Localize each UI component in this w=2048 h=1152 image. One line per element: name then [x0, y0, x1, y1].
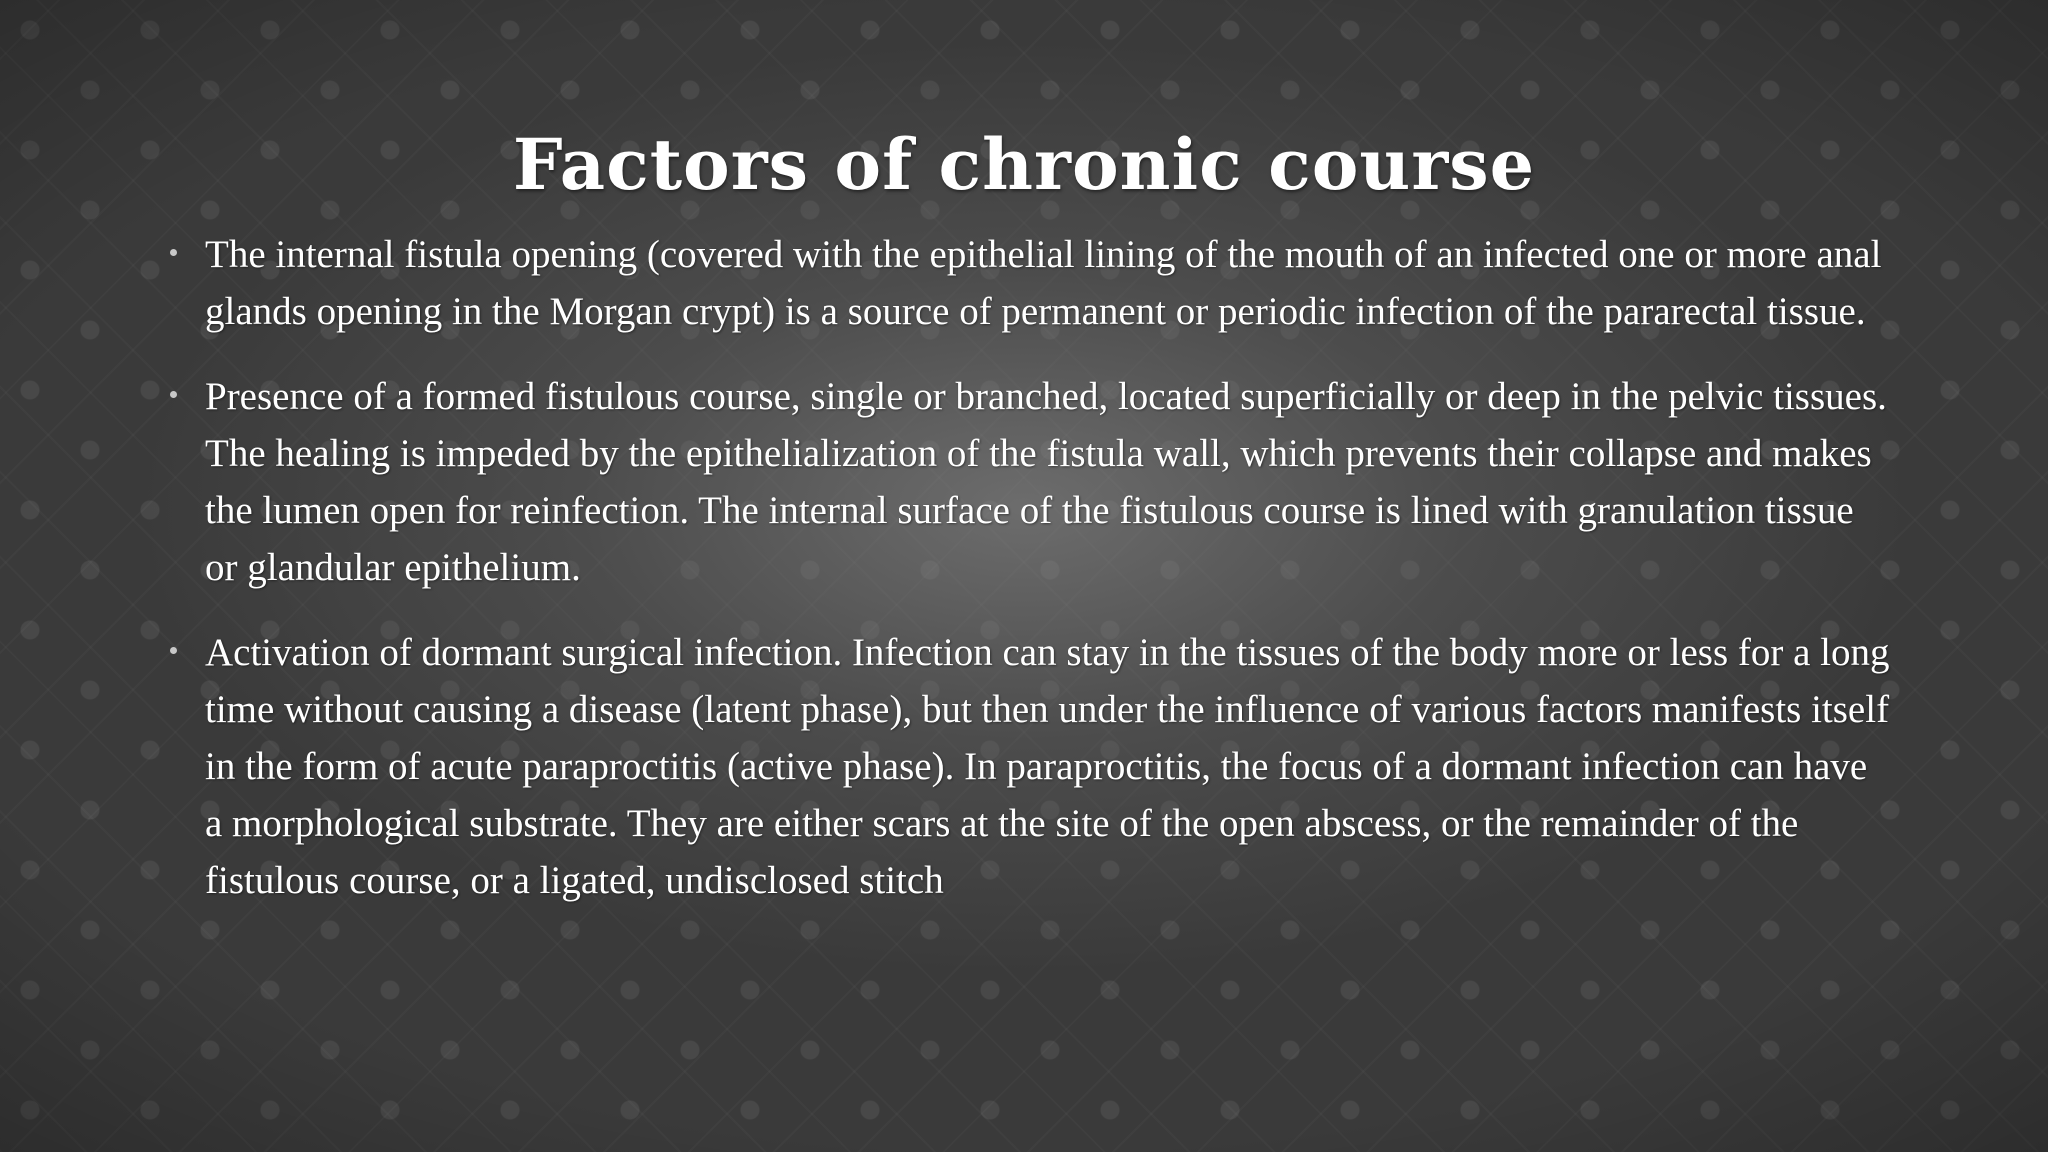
bullet-list [170, 226, 1890, 937]
bullet-item-1 [170, 226, 1890, 340]
slide-title: Factors of chronic course [512, 123, 1536, 206]
bullet-dot-icon [170, 647, 177, 654]
bullet-item-3 [170, 624, 1890, 909]
bullet-text: The internal fistula opening (covered with the epithelial lining of the mouth of an infected one or more anal glands opening in the Morgan crypt) is a source of permanent or periodic infection of the pararectal tissue. [205, 233, 1882, 333]
bullet-text: Presence of a formed fistulous course, single or branched, located superficially or deep in the pelvic tissues. The healing is impeded by the epithelialization of the fistula wall, which prevents their collapse and makes the lumen open for reinfection. The internal surface of the fistulous course is lined with granulation tissue or glandular epithelium. [205, 375, 1887, 589]
bullet-dot-icon [170, 391, 177, 398]
bullet-dot-icon [170, 249, 177, 256]
bullet-text: Activation of dormant surgical infection. Infection can stay in the tissues of the body more or less for a long time without causing a disease (latent phase), but then under the influence of various factors manifests itself in the form of acute paraproctitis (active phase). In paraproctitis, the focus of a dormant infection can have a morphological substrate. They are either scars at the site of the open abscess, or the remainder of the fistulous course, or a ligated, undisclosed stitch [205, 631, 1890, 902]
bullet-item-2 [170, 368, 1890, 596]
